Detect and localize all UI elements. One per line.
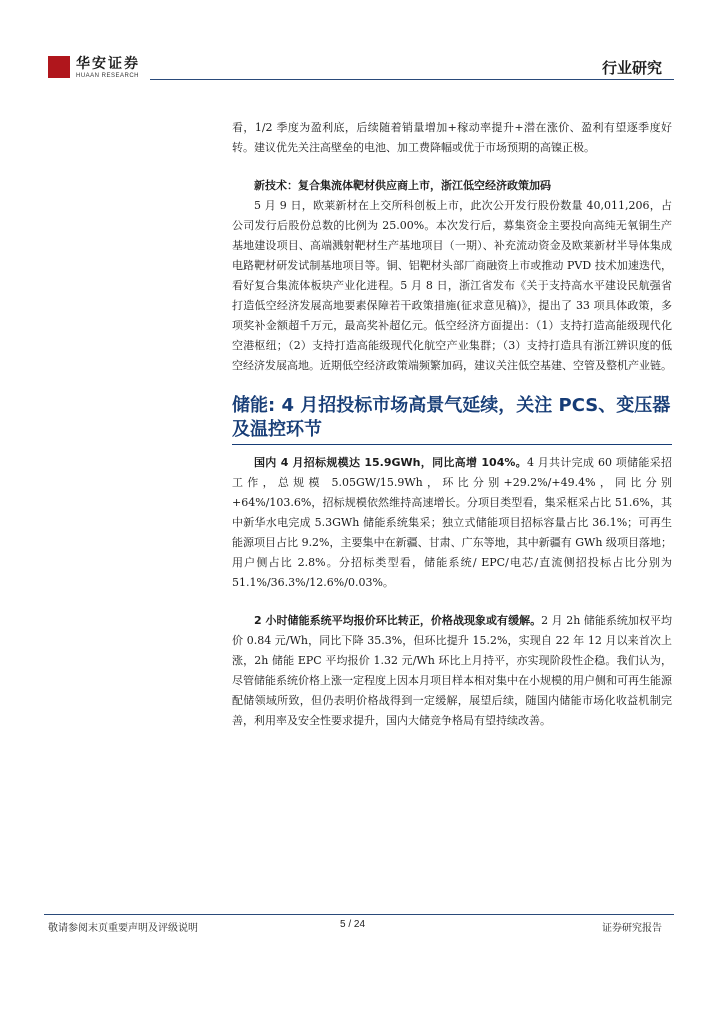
tender-volume-lead: 国内 4 月招标规模达 15.9GWh，同比高增 104%。 xyxy=(254,456,527,469)
header-divider xyxy=(150,79,674,80)
document-type: 行业研究 xyxy=(601,59,662,77)
page-header xyxy=(0,0,724,90)
footer-divider xyxy=(44,914,674,915)
new-tech-heading: 新技术：复合集流体靶材供应商上市，浙江低空经济政策加码 xyxy=(254,179,551,192)
paragraph-new-tech: 5 月 9 日，欧莱新材在上交所科创板上市，此次公开发行股份数量 40,011,206，占公司发行后股份总数的比例为 25.00%。本次发行后，募集资金主要投向高纯无氧铜生产基地建设项目、高端溅射靶材生产基地项目（一期）、补充流动资金及欧莱新材半导体集成电路靶材研发试制基地项目等。铜、铝靶材头部厂商融资上市或推动 PVD 技术加速迭代，看好复合集流体板块产业化进程。5 月 8 日，浙江省发布《关于支持高水平建设民航强省 打造低空经济发展高地要素保障若干政策措施(征求意见稿)》，提出了 33 项具体政策，多项奖补金额超千万元，最高奖补超亿元。低空经济方面提出：（1）支持打造高能级现代化空港枢纽；（2）支持打造高能级现代化航空产业集群；（3）支持打造具有浙江辨识度的低空经济发展高地。近期低空经济政策端频繁加码，建议关注低空基建、空管及整机产业链。 xyxy=(232,199,672,372)
section-title-divider xyxy=(232,444,672,445)
brand-name: 华安证券 xyxy=(76,56,140,72)
brand-logo xyxy=(48,56,188,88)
main-content xyxy=(232,118,672,731)
section-title-energy-storage: 储能: 4 月招投标市场高景气延续，关注 PCS、变压器及温控环节 xyxy=(232,395,671,440)
footer-report-type: 证券研究报告 xyxy=(602,923,662,934)
brand-name-en: HUAAN RESEARCH xyxy=(76,73,140,79)
paragraph-storage-price xyxy=(232,611,672,731)
brand-seal-icon xyxy=(48,56,70,78)
storage-price-text: 2 月 2h 储能系统加权平均价 0.84 元/Wh，同比下降 35.3%，但环比提升 15.2%，实现自 22 年 12 月以来首次上涨，2h 储能 EPC 平均报价 1.32 元/Wh 环比上月持平，亦实现阶段性企稳。我们认为，尽管储能系统价格上涨一定程度上因本月项目样本相对集中在小规模的用户侧和可再生能源配储领域所致，但仍表明价格战得到一定缓解，展望后续，随国内储能市场化收益机制完善，利用率及安全性要求提升，国内大储竞争格局有望持续改善。 xyxy=(232,614,672,727)
paragraph-battery-outlook: 看，1/2 季度为盈利底，后续随着销量增加+稼动率提升+潜在涨价、盈利有望逐季度好转。建议优先关注高壁垒的电池、加工费降幅或优于市场预期的高镍正极。 xyxy=(232,121,672,154)
storage-price-lead: 2 小时储能系统平均报价环比转正，价格战现象或有缓解。 xyxy=(254,614,542,627)
page-number: 5 / 24 xyxy=(340,919,366,930)
footer-disclaimer: 敬请参阅末页重要声明及评级说明 xyxy=(48,923,198,934)
tender-volume-text: 4 月共计完成 60 项储能采招工作，总规模 5.05GW/15.9Wh，环比分别+29.2%/+49.4%，同比分别+64%/103.6%，招标规模依然维持高速增长。分项目类型看，集采框采占比 51.6%，其中新华水电完成 5.3GWh 储能系统集采；独立式储能项目招标容量占比 36.1%；可再生能源项目占比 9.2%，主要集中在新疆、甘肃、广东等地，其中新疆有 GWh 级项目落地；用户侧占比 2.8%。分招标类型看，储能系统/ EPC/电芯/直流侧招投标占比分别为 51.1%/36.3%/12.6%/0.03%。 xyxy=(232,456,672,589)
paragraph-tender-volume xyxy=(232,453,672,593)
